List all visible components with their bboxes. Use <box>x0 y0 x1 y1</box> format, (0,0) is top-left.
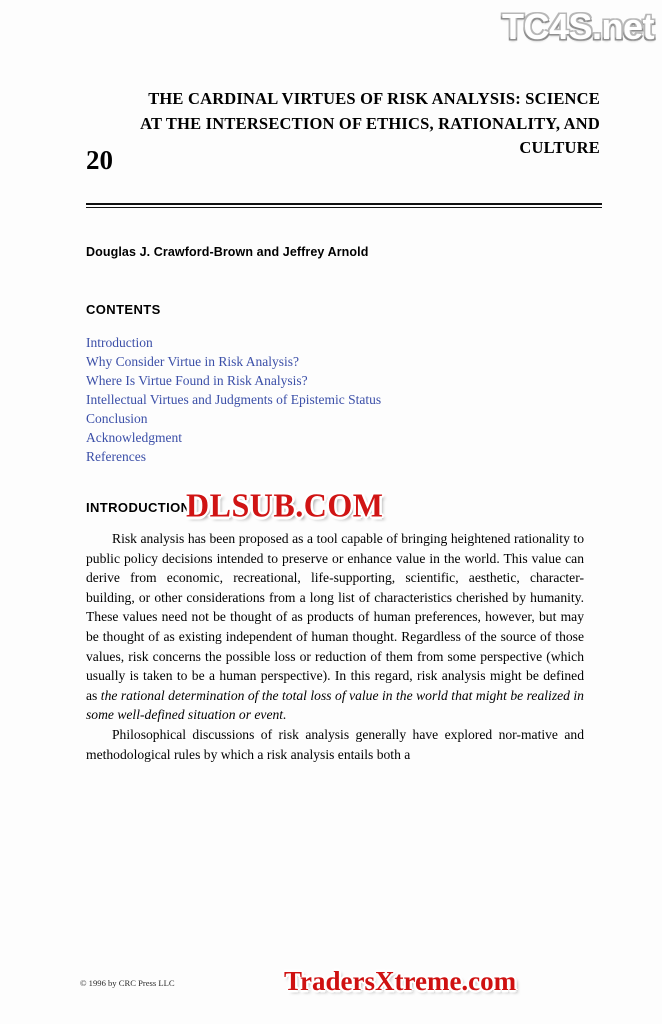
contents-heading: CONTENTS <box>86 302 161 317</box>
list-item[interactable] <box>86 333 381 352</box>
authors-line: Douglas J. Crawford-Brown and Jeffrey Arnold <box>86 245 369 259</box>
contents-list <box>86 333 381 466</box>
list-item[interactable] <box>86 352 381 371</box>
watermark-top-right: TC4S.net <box>501 6 654 47</box>
contents-link[interactable]: Acknowledgment <box>86 430 182 445</box>
contents-link[interactable]: Why Consider Virtue in Risk Analysis? <box>86 354 300 369</box>
paragraph-2: Philosophical discussions of risk analysis generally have explored nor-mative and methodological rules by which a risk analysis entails both a <box>86 726 584 762</box>
section-heading-introduction: INTRODUCTION <box>86 500 191 515</box>
paragraph-1-italic-definition: the rational determination of the total loss of value in the world that might be realized in some well-defined situation or event. <box>86 687 584 723</box>
list-item[interactable] <box>86 371 381 390</box>
chapter-number: 20 <box>86 145 113 175</box>
list-item[interactable] <box>86 428 381 447</box>
title-divider <box>86 203 602 208</box>
watermark-middle: DLSUB.COM <box>186 486 384 524</box>
contents-link[interactable]: References <box>86 449 146 464</box>
contents-link[interactable]: Introduction <box>86 335 153 350</box>
list-item[interactable] <box>86 447 381 466</box>
paragraph-1 <box>86 529 584 725</box>
contents-link[interactable]: Where Is Virtue Found in Risk Analysis? <box>86 373 308 388</box>
page-title: THE CARDINAL VIRTUES OF RISK ANALYSIS: SCIENCE AT THE INTERSECTION OF ETHICS, RATIONALITY, AND CULTURE <box>140 89 600 157</box>
paragraph-1-text: Risk analysis has been proposed as a tool capable of bringing heightened rationality to public policy decisions intended to preserve or enhance value in the world. This value can derive from economic, recreational, life-supporting, scientific, aesthetic, character-building, or other considerations from a long list of characteristics cherished by humanity. These values need not be thought of as products of human preferences, however, but may be thought of as existing independent of human thought. Regardless of the source of those values, risk concerns the possible loss or reduction of them from some perspective (which usually is taken to be a human perspective). In this regard, risk analysis might be defined as <box>86 531 584 703</box>
contents-link[interactable]: Conclusion <box>86 411 148 426</box>
list-item[interactable] <box>86 409 381 428</box>
copyright-notice: © 1996 by CRC Press LLC <box>80 978 175 988</box>
body-text <box>86 529 584 764</box>
list-item[interactable] <box>86 390 381 409</box>
contents-link[interactable]: Intellectual Virtues and Judgments of Epistemic Status <box>86 392 382 407</box>
watermark-bottom: TradersXtreme.com <box>284 966 517 996</box>
